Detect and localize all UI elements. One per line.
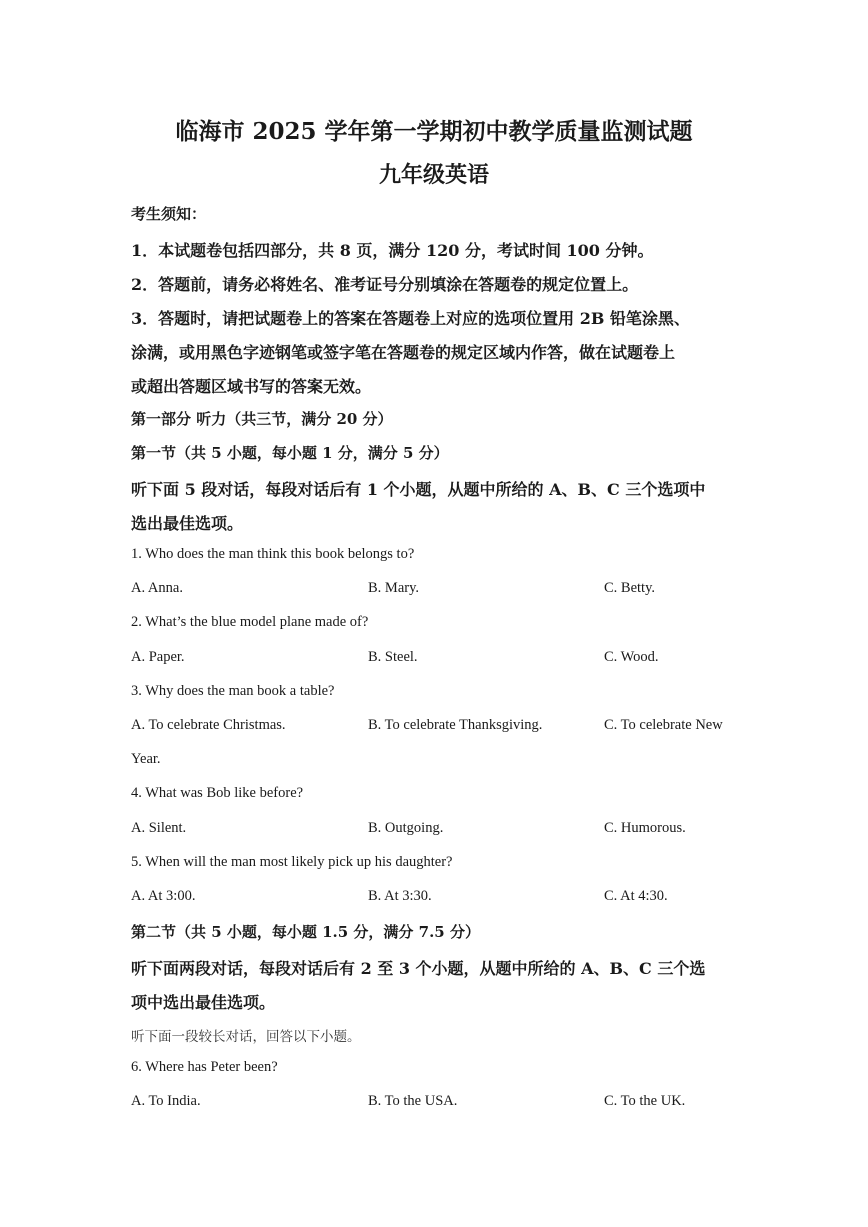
question-1-option-c: C. Betty.	[604, 580, 656, 596]
notice-heading: 考生须知：	[131, 205, 207, 223]
notice-item-3-line-1: 3．答题时，请把试题卷上的答案在答题卷上对应的选项位置用 2B 铅笔涂黑、	[131, 309, 690, 328]
question-6-stem: 6. Where has Peter been?	[131, 1059, 278, 1075]
notice-item-1: 1．本试题卷包括四部分，共 8 页，满分 120 分，考试时间 100 分钟。	[131, 241, 654, 260]
question-6-option-c: C. To the UK.	[604, 1093, 686, 1109]
page-subtitle: 九年级英语	[378, 162, 489, 188]
section2-note: 听下面一段较长对话，回答以下小题。	[131, 1029, 361, 1045]
section2-instruction-line-2: 项中选出最佳选项。	[131, 993, 276, 1012]
question-3-option-a: A. To celebrate Christmas.	[131, 717, 286, 733]
question-1-stem: 1. Who does the man think this book belongs to?	[131, 546, 415, 562]
section1-instruction-line-1: 听下面 5 段对话，每段对话后有 1 个小题，从题中所给的 A、B、C 三个选项中	[131, 480, 706, 499]
question-5-option-b: B. At 3:30.	[368, 888, 432, 904]
question-3-option-c: C. To celebrate New	[604, 717, 723, 733]
question-2-option-c: C. Wood.	[604, 649, 659, 665]
part1-heading: 第一部分 听力（共三节，满分 20 分）	[131, 410, 393, 428]
question-3-option-b: B. To celebrate Thanksgiving.	[368, 717, 543, 733]
question-4-stem: 4. What was Bob like before?	[131, 785, 304, 801]
section1-heading: 第一节（共 5 小题，每小题 1 分，满分 5 分）	[131, 444, 449, 462]
question-4-option-b: B. Outgoing.	[368, 820, 444, 836]
question-1-option-a: A. Anna.	[131, 580, 183, 596]
question-2-option-b: B. Steel.	[368, 649, 418, 665]
question-4-option-a: A. Silent.	[131, 820, 187, 836]
question-5-option-a: A. At 3:00.	[131, 888, 196, 904]
question-2-stem: 2. What’s the blue model plane made of?	[131, 614, 369, 630]
section2-heading: 第二节（共 5 小题，每小题 1.5 分，满分 7.5 分）	[131, 923, 480, 941]
question-2-option-a: A. Paper.	[131, 649, 185, 665]
question-5-stem: 5. When will the man most likely pick up his daughter?	[131, 854, 453, 870]
section2-instruction-line-1: 听下面两段对话，每段对话后有 2 至 3 个小题，从题中所给的 A、B、C 三个选	[131, 959, 706, 978]
question-6-option-b: B. To the USA.	[368, 1093, 458, 1109]
notice-item-3-line-2: 涂满，或用黑色字迹钢笔或签字笔在答题卷的规定区域内作答，做在试题卷上	[131, 343, 676, 362]
page-title: 临海市 2025 学年第一学期初中教学质量监测试题	[175, 118, 693, 145]
question-3-stem: 3. Why does the man book a table?	[131, 683, 335, 699]
question-5-option-c: C. At 4:30.	[604, 888, 668, 904]
question-6-option-a: A. To India.	[131, 1093, 201, 1109]
notice-item-2: 2．答题前，请务必将姓名、准考证号分别填涂在答题卷的规定位置上。	[131, 275, 639, 294]
section1-instruction-line-2: 选出最佳选项。	[131, 514, 244, 533]
question-1-option-b: B. Mary.	[368, 580, 420, 596]
notice-item-3-line-3: 或超出答题区域书写的答案无效。	[131, 377, 372, 396]
question-3-option-c-continued: Year.	[131, 751, 161, 767]
question-4-option-c: C. Humorous.	[604, 820, 686, 836]
